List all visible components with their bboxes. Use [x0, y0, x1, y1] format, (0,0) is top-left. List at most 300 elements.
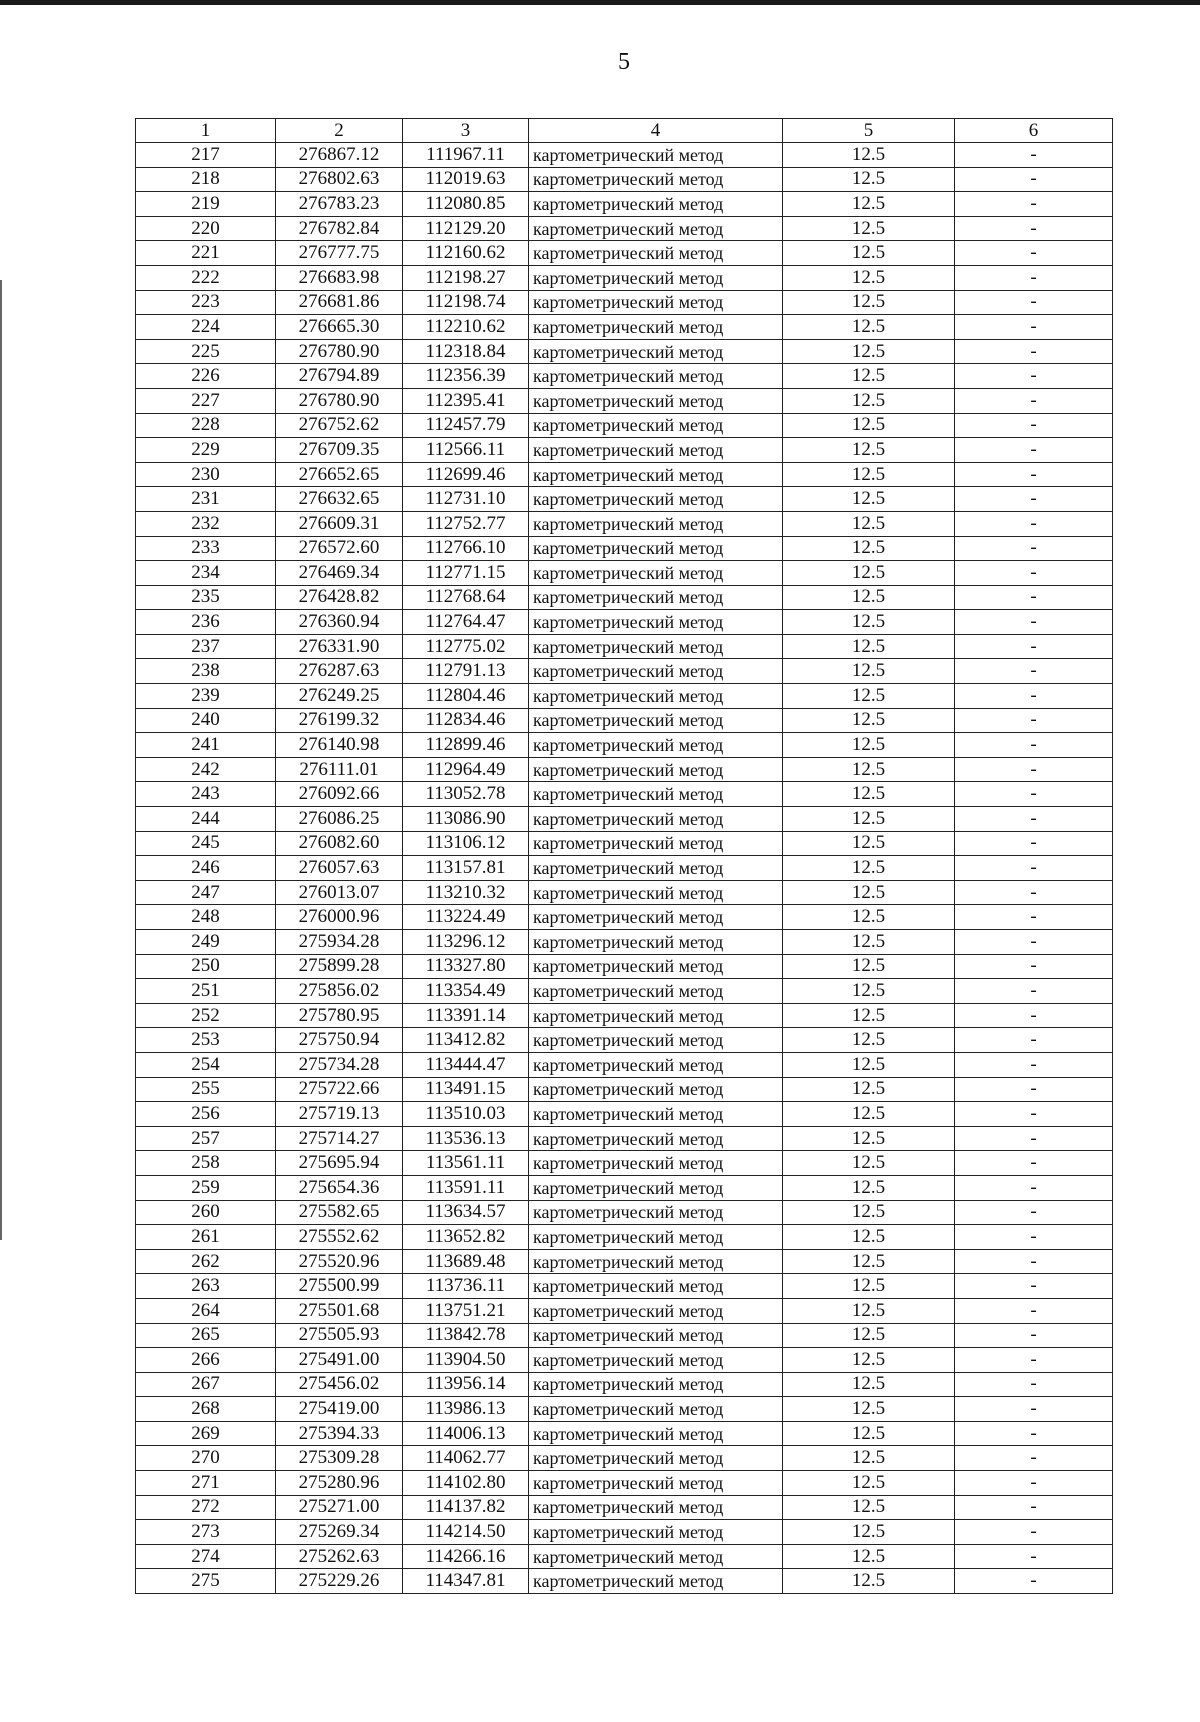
y-coordinate-cell: 114266.16: [403, 1544, 529, 1569]
table-row: [136, 364, 1113, 389]
method-cell: картометрический метод: [529, 1495, 783, 1520]
y-coordinate-cell: 112899.46: [403, 733, 529, 758]
point-number-cell: 246: [136, 856, 276, 881]
method-cell: картометрический метод: [529, 1397, 783, 1422]
y-coordinate-cell: 112791.13: [403, 659, 529, 684]
table-row: [136, 1323, 1113, 1348]
accuracy-cell: 12.5: [783, 684, 955, 709]
note-cell: -: [955, 979, 1113, 1004]
accuracy-cell: 12.5: [783, 241, 955, 266]
point-number-cell: 261: [136, 1225, 276, 1250]
accuracy-cell: 12.5: [783, 585, 955, 610]
method-cell: картометрический метод: [529, 1446, 783, 1471]
method-cell: картометрический метод: [529, 216, 783, 241]
accuracy-cell: 12.5: [783, 1471, 955, 1496]
table-row: [136, 265, 1113, 290]
point-number-cell: 223: [136, 290, 276, 315]
point-number-cell: 268: [136, 1397, 276, 1422]
note-cell: -: [955, 511, 1113, 536]
accuracy-cell: 12.5: [783, 1151, 955, 1176]
point-number-cell: 234: [136, 561, 276, 586]
y-coordinate-cell: 113106.12: [403, 831, 529, 856]
note-cell: -: [955, 634, 1113, 659]
point-number-cell: 262: [136, 1249, 276, 1274]
point-number-cell: 224: [136, 315, 276, 340]
method-cell: картометрический метод: [529, 536, 783, 561]
method-cell: картометрический метод: [529, 1323, 783, 1348]
table-row: [136, 536, 1113, 561]
method-cell: картометрический метод: [529, 634, 783, 659]
accuracy-cell: 12.5: [783, 315, 955, 340]
x-coordinate-cell: 275269.34: [276, 1520, 403, 1545]
method-cell: картометрический метод: [529, 1200, 783, 1225]
y-coordinate-cell: 113634.57: [403, 1200, 529, 1225]
x-coordinate-cell: 275734.28: [276, 1052, 403, 1077]
table-row: [136, 462, 1113, 487]
table-row: [136, 241, 1113, 266]
y-coordinate-cell: 113751.21: [403, 1298, 529, 1323]
x-coordinate-cell: 275501.68: [276, 1298, 403, 1323]
accuracy-cell: 12.5: [783, 634, 955, 659]
accuracy-cell: 12.5: [783, 511, 955, 536]
x-coordinate-cell: 275394.33: [276, 1421, 403, 1446]
x-coordinate-cell: 276652.65: [276, 462, 403, 487]
y-coordinate-cell: 113736.11: [403, 1274, 529, 1299]
y-coordinate-cell: 112731.10: [403, 487, 529, 512]
table-row: [136, 1126, 1113, 1151]
point-number-cell: 250: [136, 954, 276, 979]
table-row: [136, 1421, 1113, 1446]
point-number-cell: 265: [136, 1323, 276, 1348]
method-cell: картометрический метод: [529, 831, 783, 856]
method-cell: картометрический метод: [529, 438, 783, 463]
y-coordinate-cell: 113210.32: [403, 880, 529, 905]
table-row: [136, 388, 1113, 413]
accuracy-cell: 12.5: [783, 536, 955, 561]
x-coordinate-cell: 276867.12: [276, 143, 403, 168]
note-cell: -: [955, 1151, 1113, 1176]
accuracy-cell: 12.5: [783, 733, 955, 758]
y-coordinate-cell: 112198.27: [403, 265, 529, 290]
accuracy-cell: 12.5: [783, 1052, 955, 1077]
x-coordinate-cell: 276469.34: [276, 561, 403, 586]
column-header: 5: [783, 119, 955, 143]
y-coordinate-cell: 112457.79: [403, 413, 529, 438]
x-coordinate-cell: 275491.00: [276, 1348, 403, 1373]
y-coordinate-cell: 113986.13: [403, 1397, 529, 1422]
column-header: 1: [136, 119, 276, 143]
y-coordinate-cell: 114214.50: [403, 1520, 529, 1545]
note-cell: -: [955, 1421, 1113, 1446]
y-coordinate-cell: 112775.02: [403, 634, 529, 659]
accuracy-cell: 12.5: [783, 831, 955, 856]
point-number-cell: 227: [136, 388, 276, 413]
y-coordinate-cell: 112356.39: [403, 364, 529, 389]
note-cell: -: [955, 708, 1113, 733]
table-row: [136, 1372, 1113, 1397]
y-coordinate-cell: 113652.82: [403, 1225, 529, 1250]
point-number-cell: 247: [136, 880, 276, 905]
point-number-cell: 237: [136, 634, 276, 659]
x-coordinate-cell: 276092.66: [276, 782, 403, 807]
point-number-cell: 272: [136, 1495, 276, 1520]
x-coordinate-cell: 275271.00: [276, 1495, 403, 1520]
accuracy-cell: 12.5: [783, 880, 955, 905]
point-number-cell: 233: [136, 536, 276, 561]
note-cell: -: [955, 536, 1113, 561]
x-coordinate-cell: 275456.02: [276, 1372, 403, 1397]
y-coordinate-cell: 112210.62: [403, 315, 529, 340]
note-cell: -: [955, 782, 1113, 807]
point-number-cell: 235: [136, 585, 276, 610]
note-cell: -: [955, 561, 1113, 586]
note-cell: -: [955, 1495, 1113, 1520]
table-row: [136, 1348, 1113, 1373]
accuracy-cell: 12.5: [783, 1544, 955, 1569]
y-coordinate-cell: 114006.13: [403, 1421, 529, 1446]
accuracy-cell: 12.5: [783, 1200, 955, 1225]
accuracy-cell: 12.5: [783, 1372, 955, 1397]
y-coordinate-cell: 112771.15: [403, 561, 529, 586]
method-cell: картометрический метод: [529, 413, 783, 438]
method-cell: картометрический метод: [529, 511, 783, 536]
x-coordinate-cell: 275229.26: [276, 1569, 403, 1594]
note-cell: -: [955, 315, 1113, 340]
y-coordinate-cell: 113536.13: [403, 1126, 529, 1151]
y-coordinate-cell: 113842.78: [403, 1323, 529, 1348]
note-cell: -: [955, 1323, 1113, 1348]
x-coordinate-cell: 275899.28: [276, 954, 403, 979]
note-cell: -: [955, 757, 1113, 782]
x-coordinate-cell: 276199.32: [276, 708, 403, 733]
point-number-cell: 242: [136, 757, 276, 782]
point-number-cell: 244: [136, 807, 276, 832]
accuracy-cell: 12.5: [783, 708, 955, 733]
note-cell: -: [955, 1052, 1113, 1077]
table-row: [136, 290, 1113, 315]
y-coordinate-cell: 112804.46: [403, 684, 529, 709]
x-coordinate-cell: 275750.94: [276, 1028, 403, 1053]
table-row: [136, 511, 1113, 536]
point-number-cell: 260: [136, 1200, 276, 1225]
table-row: [136, 733, 1113, 758]
accuracy-cell: 12.5: [783, 856, 955, 881]
method-cell: картометрический метод: [529, 364, 783, 389]
x-coordinate-cell: 276111.01: [276, 757, 403, 782]
note-cell: -: [955, 143, 1113, 168]
table-row: [136, 1175, 1113, 1200]
point-number-cell: 240: [136, 708, 276, 733]
x-coordinate-cell: 276802.63: [276, 167, 403, 192]
point-number-cell: 218: [136, 167, 276, 192]
method-cell: картометрический метод: [529, 733, 783, 758]
y-coordinate-cell: 113412.82: [403, 1028, 529, 1053]
x-coordinate-cell: 276681.86: [276, 290, 403, 315]
x-coordinate-cell: 276086.25: [276, 807, 403, 832]
y-coordinate-cell: 112198.74: [403, 290, 529, 315]
accuracy-cell: 12.5: [783, 1298, 955, 1323]
x-coordinate-cell: 275934.28: [276, 930, 403, 955]
point-number-cell: 253: [136, 1028, 276, 1053]
note-cell: -: [955, 585, 1113, 610]
table-row: [136, 1397, 1113, 1422]
x-coordinate-cell: 276752.62: [276, 413, 403, 438]
note-cell: -: [955, 290, 1113, 315]
y-coordinate-cell: 112318.84: [403, 339, 529, 364]
point-number-cell: 228: [136, 413, 276, 438]
method-cell: картометрический метод: [529, 954, 783, 979]
x-coordinate-cell: 275500.99: [276, 1274, 403, 1299]
accuracy-cell: 12.5: [783, 782, 955, 807]
accuracy-cell: 12.5: [783, 290, 955, 315]
table-row: [136, 634, 1113, 659]
x-coordinate-cell: 276783.23: [276, 192, 403, 217]
accuracy-cell: 12.5: [783, 1175, 955, 1200]
y-coordinate-cell: 113491.15: [403, 1077, 529, 1102]
method-cell: картометрический метод: [529, 1175, 783, 1200]
point-number-cell: 275: [136, 1569, 276, 1594]
method-cell: картометрический метод: [529, 807, 783, 832]
table-row: [136, 659, 1113, 684]
method-cell: картометрический метод: [529, 1348, 783, 1373]
table-body: [136, 143, 1113, 1594]
y-coordinate-cell: 112395.41: [403, 388, 529, 413]
method-cell: картометрический метод: [529, 585, 783, 610]
x-coordinate-cell: 275419.00: [276, 1397, 403, 1422]
table-row: [136, 954, 1113, 979]
x-coordinate-cell: 275719.13: [276, 1102, 403, 1127]
note-cell: -: [955, 1200, 1113, 1225]
point-number-cell: 217: [136, 143, 276, 168]
point-number-cell: 252: [136, 1003, 276, 1028]
point-number-cell: 264: [136, 1298, 276, 1323]
table-row: [136, 1151, 1113, 1176]
y-coordinate-cell: 112699.46: [403, 462, 529, 487]
method-cell: картометрический метод: [529, 487, 783, 512]
note-cell: -: [955, 1102, 1113, 1127]
note-cell: -: [955, 339, 1113, 364]
point-number-cell: 238: [136, 659, 276, 684]
accuracy-cell: 12.5: [783, 143, 955, 168]
accuracy-cell: 12.5: [783, 930, 955, 955]
table-row: [136, 167, 1113, 192]
x-coordinate-cell: 275722.66: [276, 1077, 403, 1102]
method-cell: картометрический метод: [529, 1274, 783, 1299]
note-cell: -: [955, 216, 1113, 241]
table-row: [136, 585, 1113, 610]
point-number-cell: 231: [136, 487, 276, 512]
method-cell: картометрический метод: [529, 1151, 783, 1176]
method-cell: картометрический метод: [529, 905, 783, 930]
note-cell: -: [955, 1520, 1113, 1545]
y-coordinate-cell: 113510.03: [403, 1102, 529, 1127]
accuracy-cell: 12.5: [783, 413, 955, 438]
note-cell: -: [955, 733, 1113, 758]
method-cell: картометрический метод: [529, 561, 783, 586]
note-cell: -: [955, 1225, 1113, 1250]
point-number-cell: 257: [136, 1126, 276, 1151]
note-cell: -: [955, 856, 1113, 881]
table-row: [136, 1274, 1113, 1299]
note-cell: -: [955, 880, 1113, 905]
y-coordinate-cell: 113591.11: [403, 1175, 529, 1200]
x-coordinate-cell: 276683.98: [276, 265, 403, 290]
accuracy-cell: 12.5: [783, 1323, 955, 1348]
table-row: [136, 561, 1113, 586]
y-coordinate-cell: 112160.62: [403, 241, 529, 266]
y-coordinate-cell: 112764.47: [403, 610, 529, 635]
y-coordinate-cell: 112129.20: [403, 216, 529, 241]
accuracy-cell: 12.5: [783, 1274, 955, 1299]
table-row: [136, 1569, 1113, 1594]
point-number-cell: 243: [136, 782, 276, 807]
point-number-cell: 266: [136, 1348, 276, 1373]
y-coordinate-cell: 113391.14: [403, 1003, 529, 1028]
method-cell: картометрический метод: [529, 856, 783, 881]
method-cell: картометрический метод: [529, 708, 783, 733]
note-cell: -: [955, 1126, 1113, 1151]
point-number-cell: 251: [136, 979, 276, 1004]
table-row: [136, 1003, 1113, 1028]
method-cell: картометрический метод: [529, 782, 783, 807]
x-coordinate-cell: 275695.94: [276, 1151, 403, 1176]
table-header-row: [136, 119, 1113, 143]
y-coordinate-cell: 112964.49: [403, 757, 529, 782]
point-number-cell: 273: [136, 1520, 276, 1545]
point-number-cell: 245: [136, 831, 276, 856]
method-cell: картометрический метод: [529, 339, 783, 364]
y-coordinate-cell: 112080.85: [403, 192, 529, 217]
table-row: [136, 782, 1113, 807]
note-cell: -: [955, 684, 1113, 709]
x-coordinate-cell: 276777.75: [276, 241, 403, 266]
note-cell: -: [955, 610, 1113, 635]
table-row: [136, 216, 1113, 241]
note-cell: -: [955, 1446, 1113, 1471]
y-coordinate-cell: 111967.11: [403, 143, 529, 168]
accuracy-cell: 12.5: [783, 1421, 955, 1446]
note-cell: -: [955, 1274, 1113, 1299]
table-row: [136, 807, 1113, 832]
point-number-cell: 222: [136, 265, 276, 290]
table-row: [136, 1028, 1113, 1053]
accuracy-cell: 12.5: [783, 487, 955, 512]
method-cell: картометрический метод: [529, 1372, 783, 1397]
point-number-cell: 220: [136, 216, 276, 241]
table-row: [136, 1544, 1113, 1569]
method-cell: картометрический метод: [529, 1471, 783, 1496]
x-coordinate-cell: 276794.89: [276, 364, 403, 389]
note-cell: -: [955, 364, 1113, 389]
point-number-cell: 232: [136, 511, 276, 536]
table-row: [136, 413, 1113, 438]
note-cell: -: [955, 1175, 1113, 1200]
point-number-cell: 225: [136, 339, 276, 364]
note-cell: -: [955, 241, 1113, 266]
page-number: 5: [618, 49, 630, 75]
point-number-cell: 271: [136, 1471, 276, 1496]
y-coordinate-cell: 113354.49: [403, 979, 529, 1004]
table-row: [136, 856, 1113, 881]
table-row: [136, 1249, 1113, 1274]
method-cell: картометрический метод: [529, 1225, 783, 1250]
method-cell: картометрический метод: [529, 1003, 783, 1028]
note-cell: -: [955, 1249, 1113, 1274]
table-row: [136, 1520, 1113, 1545]
y-coordinate-cell: 114137.82: [403, 1495, 529, 1520]
note-cell: -: [955, 659, 1113, 684]
accuracy-cell: 12.5: [783, 1520, 955, 1545]
accuracy-cell: 12.5: [783, 610, 955, 635]
method-cell: картометрический метод: [529, 315, 783, 340]
method-cell: картометрический метод: [529, 388, 783, 413]
point-number-cell: 239: [136, 684, 276, 709]
method-cell: картометрический метод: [529, 265, 783, 290]
point-number-cell: 226: [136, 364, 276, 389]
column-header: 4: [529, 119, 783, 143]
accuracy-cell: 12.5: [783, 216, 955, 241]
table-row: [136, 1298, 1113, 1323]
x-coordinate-cell: 276331.90: [276, 634, 403, 659]
x-coordinate-cell: 276428.82: [276, 585, 403, 610]
table-row: [136, 1200, 1113, 1225]
table-row: [136, 143, 1113, 168]
note-cell: -: [955, 487, 1113, 512]
y-coordinate-cell: 112834.46: [403, 708, 529, 733]
accuracy-cell: 12.5: [783, 1446, 955, 1471]
method-cell: картометрический метод: [529, 1028, 783, 1053]
x-coordinate-cell: 276082.60: [276, 831, 403, 856]
table-row: [136, 1102, 1113, 1127]
method-cell: картометрический метод: [529, 1421, 783, 1446]
y-coordinate-cell: 113689.48: [403, 1249, 529, 1274]
table-row: [136, 1052, 1113, 1077]
y-coordinate-cell: 113327.80: [403, 954, 529, 979]
x-coordinate-cell: 276287.63: [276, 659, 403, 684]
point-number-cell: 230: [136, 462, 276, 487]
point-number-cell: 270: [136, 1446, 276, 1471]
column-header: 6: [955, 119, 1113, 143]
note-cell: -: [955, 1544, 1113, 1569]
note-cell: -: [955, 1003, 1113, 1028]
point-number-cell: 258: [136, 1151, 276, 1176]
note-cell: -: [955, 1397, 1113, 1422]
x-coordinate-cell: 275280.96: [276, 1471, 403, 1496]
y-coordinate-cell: 114102.80: [403, 1471, 529, 1496]
table-row: [136, 487, 1113, 512]
accuracy-cell: 12.5: [783, 1225, 955, 1250]
accuracy-cell: 12.5: [783, 807, 955, 832]
point-number-cell: 249: [136, 930, 276, 955]
note-cell: -: [955, 167, 1113, 192]
point-number-cell: 255: [136, 1077, 276, 1102]
accuracy-cell: 12.5: [783, 462, 955, 487]
table-row: [136, 610, 1113, 635]
method-cell: картометрический метод: [529, 1544, 783, 1569]
method-cell: картометрический метод: [529, 930, 783, 955]
note-cell: -: [955, 930, 1113, 955]
column-header: 2: [276, 119, 403, 143]
accuracy-cell: 12.5: [783, 1569, 955, 1594]
x-coordinate-cell: 275520.96: [276, 1249, 403, 1274]
method-cell: картометрический метод: [529, 192, 783, 217]
y-coordinate-cell: 113224.49: [403, 905, 529, 930]
accuracy-cell: 12.5: [783, 1126, 955, 1151]
note-cell: -: [955, 954, 1113, 979]
method-cell: картометрический метод: [529, 1249, 783, 1274]
x-coordinate-cell: 276665.30: [276, 315, 403, 340]
method-cell: картометрический метод: [529, 462, 783, 487]
